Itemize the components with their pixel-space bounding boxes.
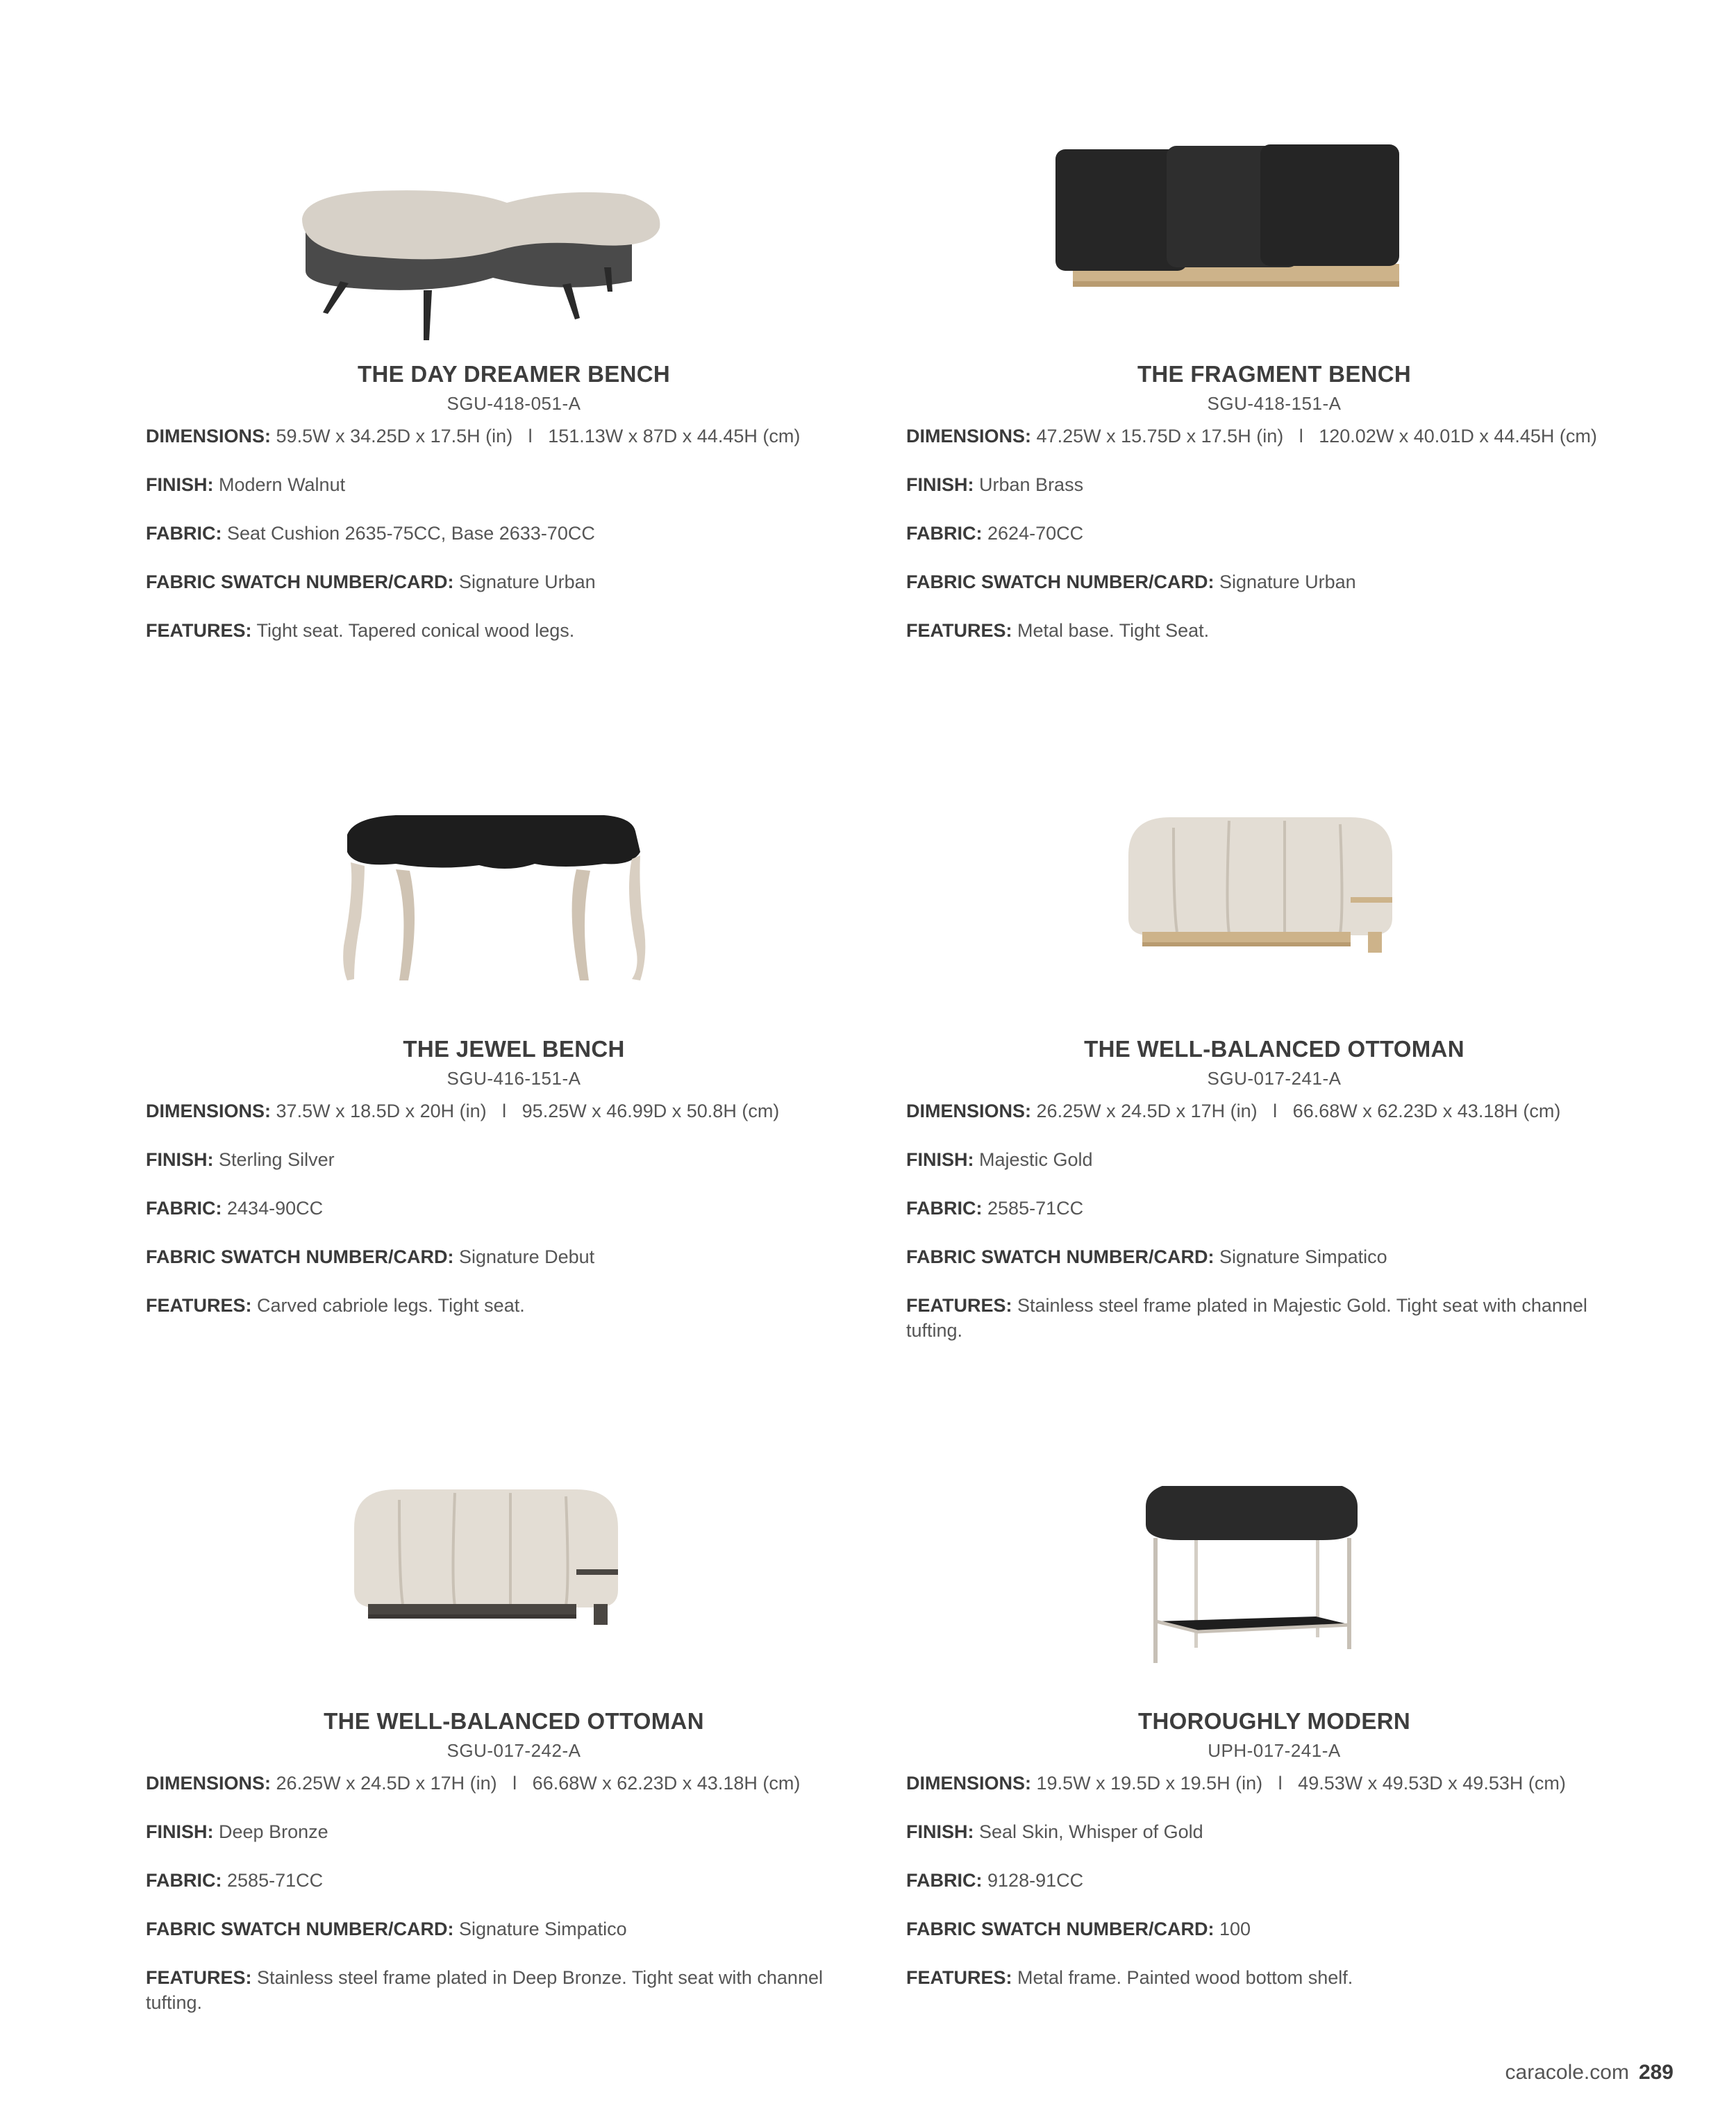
spec-dimensions: DIMENSIONS: 26.25W x 24.5D x 17H (in) l 66.68W x 62.23D x 43.18H (cm) (906, 1101, 1561, 1121)
spec-dimensions: DIMENSIONS: 26.25W x 24.5D x 17H (in) l 66.68W x 62.23D x 43.18H (cm) (146, 1773, 801, 1794)
spec-fabric: FABRIC: 2585-71CC (906, 1198, 1084, 1219)
spec-dimensions: DIMENSIONS: 37.5W x 18.5D x 20H (in) l 95.25W x 46.99D x 50.8H (cm) (146, 1101, 780, 1121)
spec-fabric: FABRIC: 9128-91CC (906, 1870, 1084, 1891)
product-sku: SGU-418-051-A (446, 393, 581, 414)
spec-features: FEATURES: Tight seat. Tapered conical wood legs. (146, 620, 575, 641)
product-specs (906, 1098, 1642, 1367)
spec-finish: FINISH: Urban Brass (906, 474, 1084, 495)
page-footer (1505, 2061, 1674, 2085)
spec-finish: FINISH: Modern Walnut (146, 474, 346, 495)
product-name: THE JEWEL BENCH (403, 1036, 625, 1062)
page-number: 289 (1638, 2061, 1674, 2084)
spec-finish: FINISH: Majestic Gold (906, 1149, 1093, 1170)
product-name: THE FRAGMENT BENCH (1137, 361, 1412, 387)
spec-swatch: FABRIC SWATCH NUMBER/CARD: Signature Simpatico (906, 1246, 1387, 1267)
fragment-bench-image (906, 139, 1642, 347)
spec-features: FEATURES: Carved cabriole legs. Tight seat. (146, 1295, 525, 1316)
spec-features: FEATURES: Stainless steel frame plated in Deep Bronze. Tight seat with channel tufting. (146, 1967, 823, 2013)
day-dreamer-bench-image (146, 139, 882, 347)
product-name: THE WELL-BALANCED OTTOMAN (1084, 1036, 1464, 1062)
spec-dimensions: DIMENSIONS: 19.5W x 19.5D x 19.5H (in) l 49.53W x 49.53D x 49.53H (cm) (906, 1773, 1566, 1794)
spec-fabric: FABRIC: Seat Cushion 2635-75CC, Base 2633-70CC (146, 523, 595, 544)
product-sku: UPH-017-241-A (1208, 1740, 1341, 1761)
product-sku: SGU-017-242-A (446, 1740, 581, 1761)
spec-swatch: FABRIC SWATCH NUMBER/CARD: Signature Debut (146, 1246, 595, 1267)
product-sku: SGU-416-151-A (446, 1068, 581, 1089)
spec-features: FEATURES: Stainless steel frame plated in Majestic Gold. Tight seat with channel tufting. (906, 1295, 1587, 1341)
product-sku: SGU-017-241-A (1207, 1068, 1342, 1089)
spec-dimensions: DIMENSIONS: 47.25W x 15.75D x 17.5H (in) l 120.02W x 40.01D x 44.45H (cm) (906, 426, 1597, 446)
spec-fabric: FABRIC: 2585-71CC (146, 1870, 324, 1891)
spec-fabric: FABRIC: 2624-70CC (906, 523, 1084, 544)
spec-finish: FINISH: Seal Skin, Whisper of Gold (906, 1821, 1203, 1842)
spec-finish: FINISH: Sterling Silver (146, 1149, 335, 1170)
product-name: THOROUGHLY MODERN (1138, 1708, 1410, 1734)
spec-swatch: FABRIC SWATCH NUMBER/CARD: Signature Simpatico (146, 1919, 627, 1939)
spec-features: FEATURES: Metal frame. Painted wood bottom shelf. (906, 1967, 1353, 1988)
well-balanced-ottoman-gold-image (906, 814, 1642, 1022)
spec-fabric: FABRIC: 2434-90CC (146, 1198, 324, 1219)
product-specs (146, 1771, 882, 2039)
spec-features: FEATURES: Metal base. Tight Seat. (906, 620, 1210, 641)
product-name: THE WELL-BALANCED OTTOMAN (324, 1708, 704, 1734)
spec-swatch: FABRIC SWATCH NUMBER/CARD: 100 (906, 1919, 1251, 1939)
product-specs (906, 424, 1642, 667)
well-balanced-ottoman-bronze-image (146, 1486, 882, 1694)
jewel-bench-image (146, 814, 882, 1022)
thoroughly-modern-image (906, 1486, 1642, 1694)
product-specs (906, 1771, 1642, 2014)
product-sku: SGU-418-151-A (1207, 393, 1342, 414)
product-specs (146, 424, 882, 667)
spec-swatch: FABRIC SWATCH NUMBER/CARD: Signature Urban (906, 571, 1356, 592)
product-name: THE DAY DREAMER BENCH (357, 361, 671, 387)
spec-swatch: FABRIC SWATCH NUMBER/CARD: Signature Urban (146, 571, 596, 592)
site-link[interactable]: caracole.com (1505, 2061, 1629, 2084)
product-specs (146, 1098, 882, 1342)
spec-dimensions: DIMENSIONS: 59.5W x 34.25D x 17.5H (in) l 151.13W x 87D x 44.45H (cm) (146, 426, 801, 446)
spec-finish: FINISH: Deep Bronze (146, 1821, 328, 1842)
